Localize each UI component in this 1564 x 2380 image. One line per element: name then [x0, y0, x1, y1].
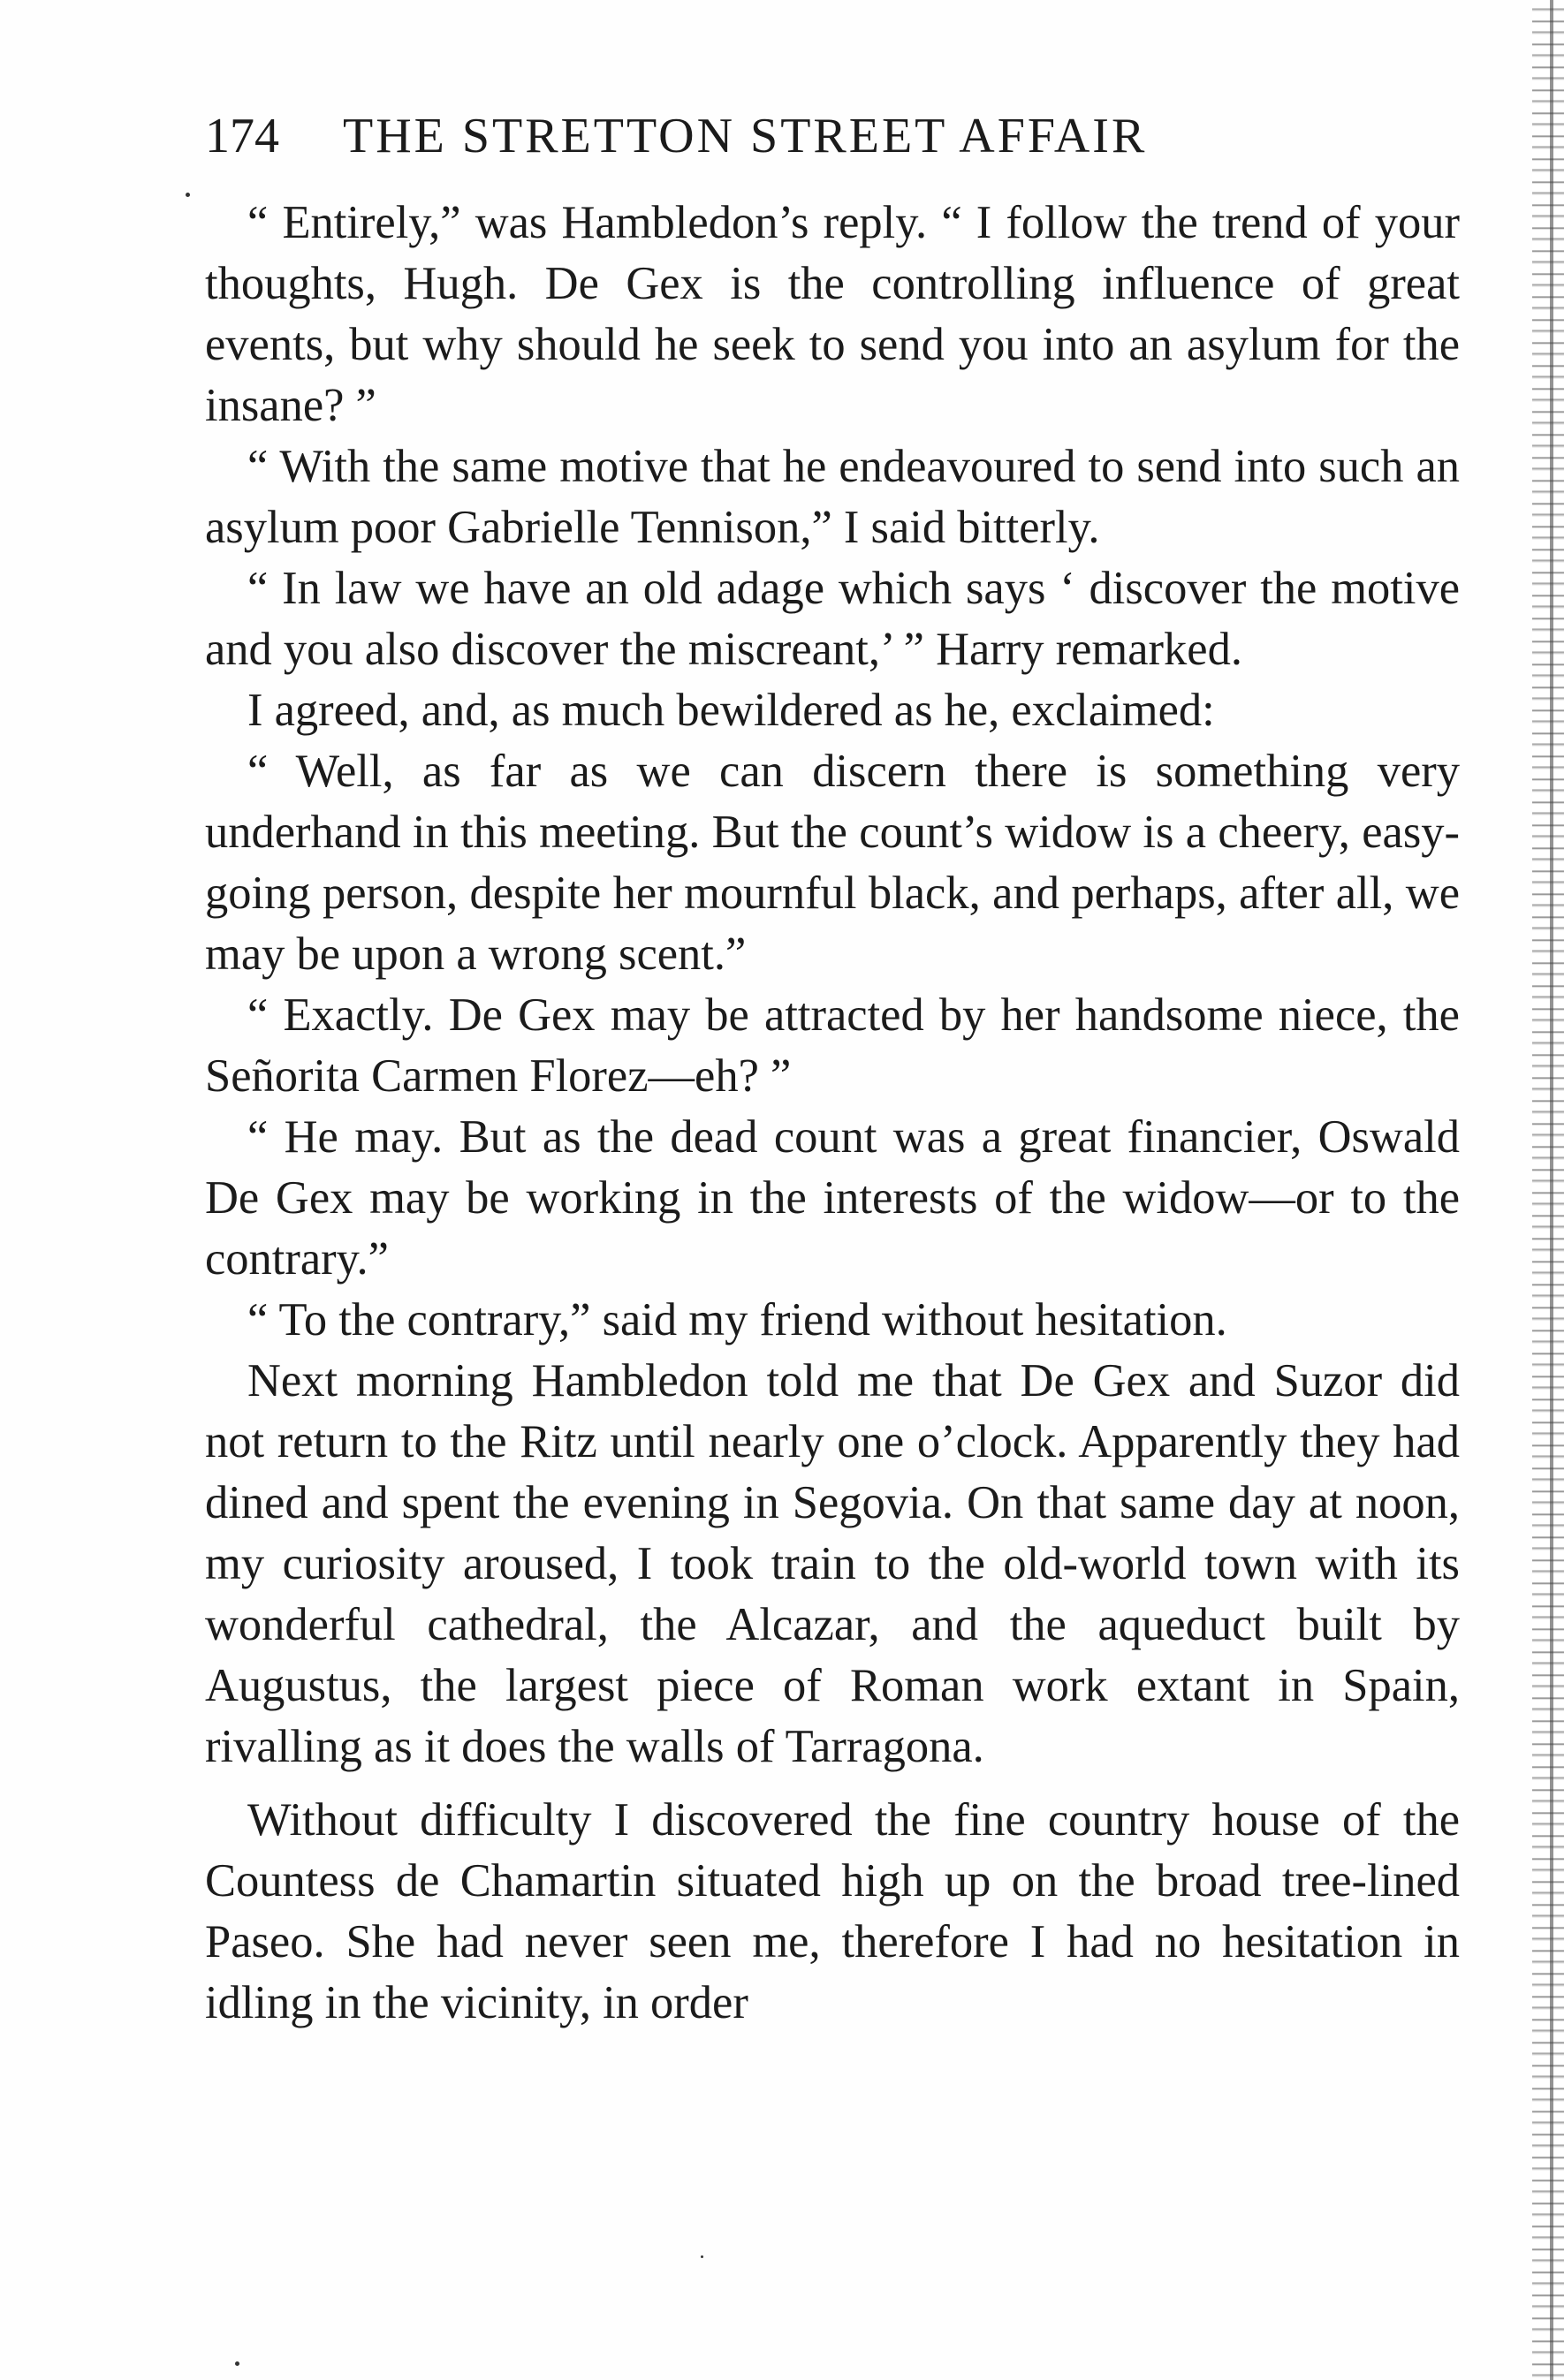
scanned-page-edge — [1532, 0, 1564, 2380]
paragraph: “ Entirely,” was Hambledon’s reply. “ I follow the trend of your thoughts, Hugh. De Gex is the controlling influence of great events, but why should he seek to send you into an asylum for the insane? ” — [205, 197, 1460, 431]
body-text — [205, 193, 1460, 2034]
paragraph: “ To the contrary,” said my friend without hesitation. — [247, 1294, 1227, 1345]
paragraph: I agreed, and, as much bewildered as he, exclaimed: — [247, 685, 1215, 736]
scanned-page-edge-line — [1550, 0, 1553, 2380]
paragraph: “ With the same motive that he endeavoured to send into such an asylum poor Gabrielle Tennison,” I said bitterly. — [205, 441, 1460, 553]
ink-speck — [701, 2255, 703, 2258]
running-header — [205, 108, 1460, 170]
paragraph: Next morning Hambledon told me that De Gex and Suzor did not return to the Ritz until nearly one o’clock. Apparently they had dined and spent the evening in Segovia. On that same day at noon, my curiosity aroused, I took train to the old-world town with its wonderful cathedral, the Alcazar, and the aqueduct built by Augustus, the largest piece of Roman work extant in Spain, rivalling as it does the walls of Tarragona. — [205, 1355, 1460, 1772]
paragraph: “ In law we have an old adage which says ‘ discover the motive and you also discover the miscreant,’ ” Harry remarked. — [205, 563, 1460, 675]
paragraph: “ Exactly. De Gex may be attracted by her handsome niece, the Señorita Carmen Florez—eh? ” — [205, 989, 1460, 1102]
ink-speck — [235, 2361, 239, 2366]
paragraph: “ He may. But as the dead count was a great financier, Oswald De Gex may be working in the interests of the widow—or to the contrary.” — [205, 1111, 1460, 1285]
paragraph: Without difficulty I discovered the fine country house of the Countess de Chamartin situated high up on the broad tree-lined Paseo. She had never seen me, therefore I had no hesitation in idling in the vicinity, in order — [205, 1794, 1460, 2028]
page-number: 174 — [205, 109, 279, 163]
paragraph: “ Well, as far as we can discern there is something very underhand in this meeting. But the count’s widow is a cheery, easy-going person, despite her mournful black, and perhaps, after all, we may be upon a wrong scent.” — [205, 746, 1460, 980]
running-title: THE STRETTON STREET AFFAIR — [343, 109, 1148, 163]
ink-speck — [186, 193, 190, 197]
